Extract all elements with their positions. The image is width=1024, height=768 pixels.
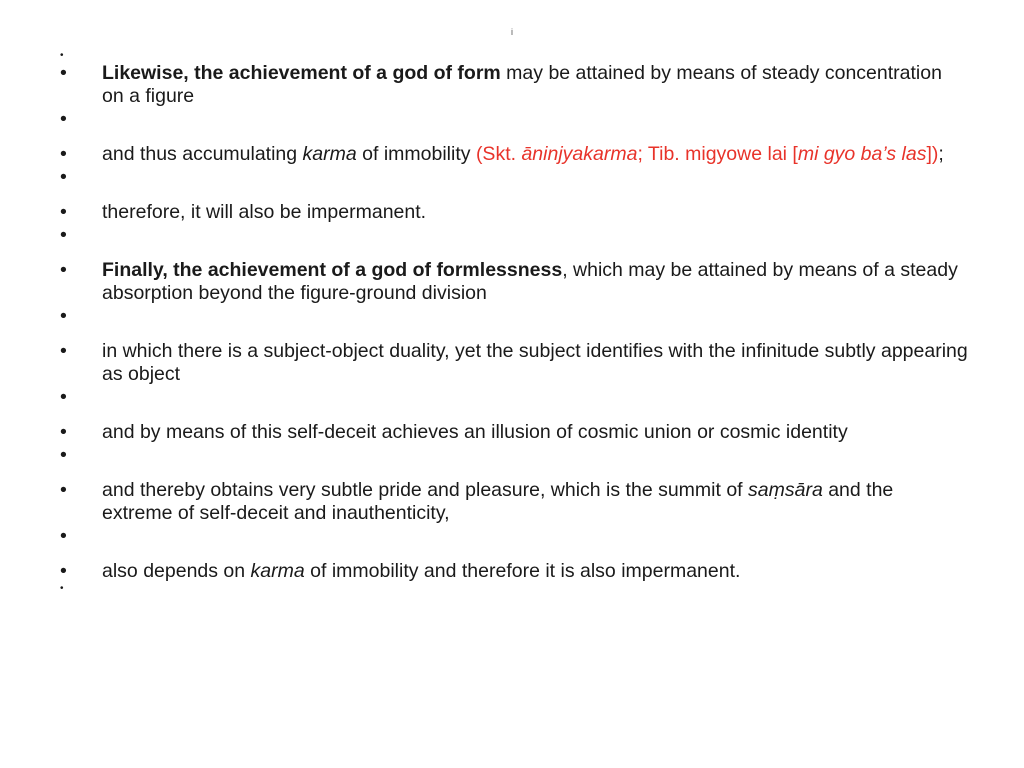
list-item [58, 259, 968, 305]
text-segment: may be attained by means of steady concentration on a figure [102, 62, 942, 107]
empty-bullet-row [58, 444, 968, 479]
list-item-text [102, 201, 968, 224]
bullet-icon: • [60, 108, 67, 130]
empty-bullet-row [58, 108, 968, 143]
list-item [58, 340, 968, 386]
text-segment: Finally, the achievement of a god of formlessness [102, 259, 563, 281]
text-segment: of immobility [356, 143, 476, 165]
list-item-text [102, 340, 968, 386]
bullet-list [58, 50, 968, 595]
empty-bullet-row [58, 525, 968, 560]
list-item-text [102, 421, 968, 444]
text-segment: karma [302, 143, 357, 165]
bullet-icon: • [60, 224, 67, 246]
bullet-icon: • [60, 340, 67, 362]
text-segment: and by means of this self-deceit achieves an illusion of cosmic union or cosmic identity [102, 421, 848, 443]
bullet-icon: • [60, 386, 67, 408]
bullet-icon: • [60, 62, 67, 84]
list-item [58, 201, 968, 224]
list-item [58, 479, 968, 525]
text-segment: ; Tib. migyowe lai [ [637, 143, 798, 165]
empty-bullet-row [58, 224, 968, 259]
bullet-icon: • [60, 201, 67, 223]
text-segment: , which may be attained by means of a steady absorption beyond the figure-ground division [102, 259, 958, 304]
text-segment: saṃsāra [748, 479, 823, 501]
text-segment: also depends on [102, 560, 251, 582]
bullet-icon: • [60, 305, 67, 327]
bullet-icon: • [60, 143, 67, 165]
bullet-icon: • [60, 166, 67, 188]
empty-bullet-row [58, 50, 968, 62]
bullet-icon: • [60, 444, 67, 466]
text-segment: and thus accumulating [102, 143, 303, 165]
list-item-text [102, 62, 968, 108]
bullet-icon: • [60, 560, 67, 582]
bullet-icon: • [60, 525, 67, 547]
list-item [58, 143, 968, 166]
empty-bullet-row [58, 305, 968, 340]
list-item [58, 62, 968, 108]
text-segment: in which there is a subject-object duality, yet the subject identifies with the infinitude subtly appearing as object [102, 340, 968, 385]
list-item-text [102, 259, 968, 305]
list-item [58, 421, 968, 444]
text-segment: and the extreme of self-deceit and inauthenticity, [102, 479, 894, 524]
text-segment: karma [250, 560, 305, 582]
text-segment: (Skt. [475, 143, 522, 165]
empty-bullet-row [58, 583, 968, 595]
empty-bullet-row [58, 386, 968, 421]
list-item-text [102, 560, 968, 583]
bullet-icon: • [60, 583, 64, 594]
text-segment: mi gyo ba’s las [797, 143, 927, 165]
header-mark: i [511, 27, 513, 37]
bullet-icon: • [60, 50, 64, 61]
list-item-text [102, 479, 968, 525]
text-segment: therefore, it will also be impermanent. [102, 201, 427, 223]
empty-bullet-row [58, 166, 968, 201]
bullet-icon: • [60, 479, 67, 501]
list-item [58, 560, 968, 583]
list-item-text [102, 143, 968, 166]
bullet-icon: • [60, 421, 67, 443]
text-segment: of immobility and therefore it is also impermanent. [304, 560, 741, 582]
text-segment: and thereby obtains very subtle pride and pleasure, which is the summit of [102, 479, 749, 501]
text-segment: āninjyakarma [521, 143, 638, 165]
text-segment: Likewise, the achievement of a god of form [102, 62, 501, 84]
bullet-icon: • [60, 259, 67, 281]
text-segment: ; [938, 143, 944, 165]
text-segment: ]) [926, 143, 939, 165]
